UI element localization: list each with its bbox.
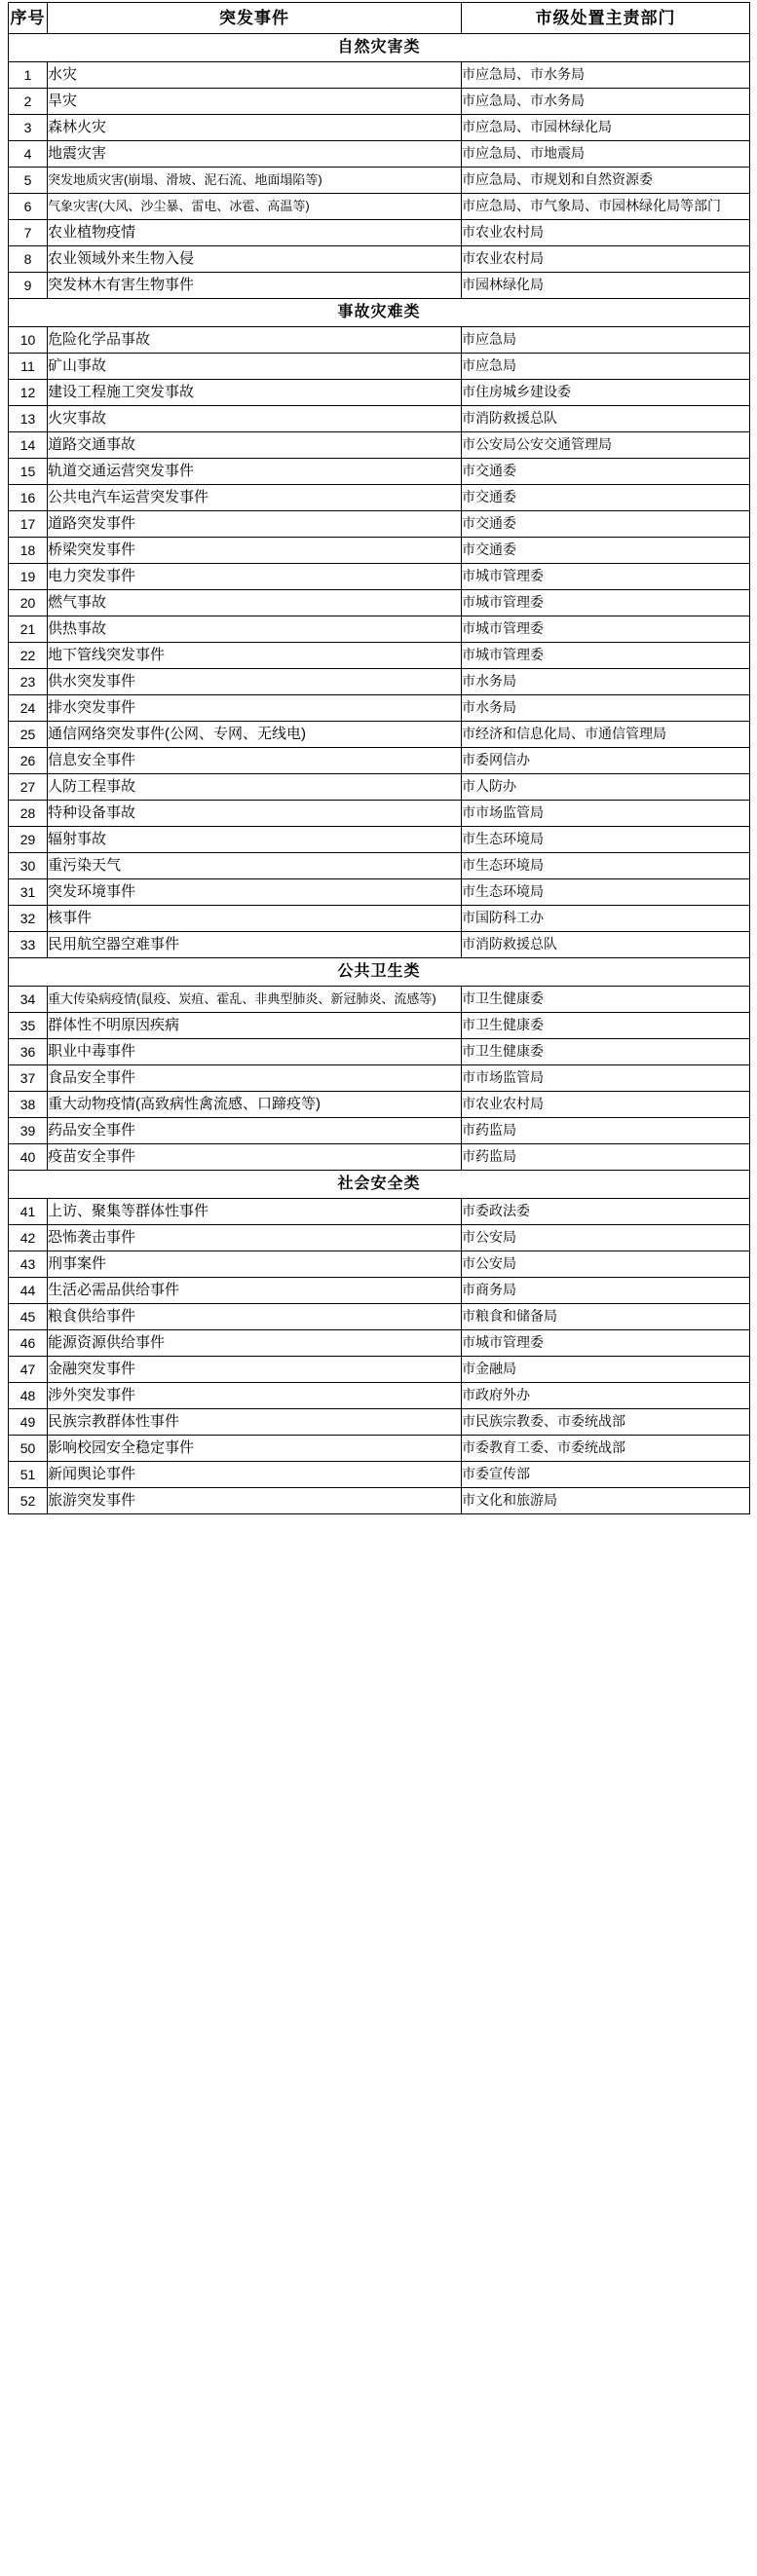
- row-number: 7: [9, 220, 48, 246]
- table-row: [9, 1409, 750, 1436]
- row-number: 50: [9, 1436, 48, 1462]
- table-header-row: [9, 3, 750, 34]
- row-department: 市人防办: [462, 774, 750, 801]
- table-row: [9, 827, 750, 853]
- row-department: 市消防救援总队: [462, 932, 750, 958]
- row-number: 9: [9, 273, 48, 299]
- table-row: [9, 987, 750, 1013]
- section-header-row: [9, 34, 750, 62]
- row-event: 民用航空器空难事件: [48, 932, 462, 958]
- row-department: 市国防科工办: [462, 906, 750, 932]
- row-department: 市药监局: [462, 1144, 750, 1171]
- table-row: [9, 801, 750, 827]
- row-event: 特种设备事故: [48, 801, 462, 827]
- row-event: 轨道交通运营突发事件: [48, 459, 462, 485]
- table-row: [9, 62, 750, 89]
- row-number: 1: [9, 62, 48, 89]
- table-row: [9, 1144, 750, 1171]
- table-row: [9, 748, 750, 774]
- row-department: 市粮食和储备局: [462, 1304, 750, 1330]
- row-department: 市交通委: [462, 485, 750, 511]
- row-number: 39: [9, 1118, 48, 1144]
- row-number: 30: [9, 853, 48, 879]
- column-header: 突发事件: [48, 3, 462, 34]
- row-number: 24: [9, 695, 48, 722]
- row-department: 市水务局: [462, 695, 750, 722]
- row-number: 42: [9, 1225, 48, 1251]
- row-event: 旅游突发事件: [48, 1488, 462, 1514]
- table-row: [9, 853, 750, 879]
- row-event: 上访、聚集等群体性事件: [48, 1199, 462, 1225]
- row-department: 市消防救援总队: [462, 406, 750, 432]
- row-number: 8: [9, 246, 48, 273]
- row-department: 市委政法委: [462, 1199, 750, 1225]
- row-event: 重大传染病疫情(鼠疫、炭疽、霍乱、非典型肺炎、新冠肺炎、流感等): [48, 987, 462, 1013]
- row-department: 市城市管理委: [462, 616, 750, 643]
- section-header-row: [9, 958, 750, 987]
- row-number: 21: [9, 616, 48, 643]
- row-department: 市园林绿化局: [462, 273, 750, 299]
- row-department: 市农业农村局: [462, 246, 750, 273]
- row-department: 市公安局: [462, 1225, 750, 1251]
- row-number: 16: [9, 485, 48, 511]
- table-row: [9, 1039, 750, 1065]
- row-number: 18: [9, 538, 48, 564]
- row-number: 44: [9, 1278, 48, 1304]
- row-number: 51: [9, 1462, 48, 1488]
- row-event: 桥梁突发事件: [48, 538, 462, 564]
- row-department: 市应急局、市水务局: [462, 62, 750, 89]
- table-row: [9, 774, 750, 801]
- row-number: 25: [9, 722, 48, 748]
- table-row: [9, 246, 750, 273]
- row-number: 5: [9, 168, 48, 194]
- table-row: [9, 1278, 750, 1304]
- row-department: 市委教育工委、市委统战部: [462, 1436, 750, 1462]
- row-number: 47: [9, 1357, 48, 1383]
- row-event: 重污染天气: [48, 853, 462, 879]
- row-department: 市交通委: [462, 511, 750, 538]
- row-event: 涉外突发事件: [48, 1383, 462, 1409]
- table-row: [9, 141, 750, 168]
- emergency-events-table: [8, 2, 750, 1514]
- row-event: 电力突发事件: [48, 564, 462, 590]
- row-department: 市市场监管局: [462, 1065, 750, 1092]
- row-event: 能源资源供给事件: [48, 1330, 462, 1357]
- row-event: 重大动物疫情(高致病性禽流感、口蹄疫等): [48, 1092, 462, 1118]
- table-row: [9, 511, 750, 538]
- table-row: [9, 1199, 750, 1225]
- row-event: 核事件: [48, 906, 462, 932]
- row-event: 火灾事故: [48, 406, 462, 432]
- row-number: 33: [9, 932, 48, 958]
- table-row: [9, 1488, 750, 1514]
- table-row: [9, 380, 750, 406]
- row-event: 气象灾害(大风、沙尘暴、雷电、冰雹、高温等): [48, 194, 462, 220]
- row-event: 职业中毒事件: [48, 1039, 462, 1065]
- row-department: 市卫生健康委: [462, 987, 750, 1013]
- table-row: [9, 1118, 750, 1144]
- row-department: 市药监局: [462, 1118, 750, 1144]
- row-event: 突发林木有害生物事件: [48, 273, 462, 299]
- section-header-row: [9, 1171, 750, 1199]
- row-number: 36: [9, 1039, 48, 1065]
- row-number: 14: [9, 432, 48, 459]
- table-row: [9, 538, 750, 564]
- row-department: 市应急局、市气象局、市园林绿化局等部门: [462, 194, 750, 220]
- row-event: 地下管线突发事件: [48, 643, 462, 669]
- row-department: 市交通委: [462, 459, 750, 485]
- table-row: [9, 1092, 750, 1118]
- row-number: 43: [9, 1251, 48, 1278]
- row-number: 38: [9, 1092, 48, 1118]
- row-number: 35: [9, 1013, 48, 1039]
- row-event: 食品安全事件: [48, 1065, 462, 1092]
- row-number: 23: [9, 669, 48, 695]
- row-event: 燃气事故: [48, 590, 462, 616]
- section-title: 自然灾害类: [9, 34, 750, 62]
- table-row: [9, 616, 750, 643]
- table-row: [9, 220, 750, 246]
- table-row: [9, 1330, 750, 1357]
- row-number: 17: [9, 511, 48, 538]
- row-event: 金融突发事件: [48, 1357, 462, 1383]
- row-number: 4: [9, 141, 48, 168]
- table-row: [9, 194, 750, 220]
- row-department: 市交通委: [462, 538, 750, 564]
- row-number: 26: [9, 748, 48, 774]
- row-department: 市应急局: [462, 354, 750, 380]
- row-department: 市商务局: [462, 1278, 750, 1304]
- row-number: 3: [9, 115, 48, 141]
- row-event: 信息安全事件: [48, 748, 462, 774]
- row-event: 公共电汽车运营突发事件: [48, 485, 462, 511]
- row-department: 市生态环境局: [462, 853, 750, 879]
- row-event: 排水突发事件: [48, 695, 462, 722]
- row-number: 37: [9, 1065, 48, 1092]
- row-department: 市水务局: [462, 669, 750, 695]
- table-row: [9, 906, 750, 932]
- row-department: 市农业农村局: [462, 220, 750, 246]
- row-event: 矿山事故: [48, 354, 462, 380]
- row-department: 市卫生健康委: [462, 1039, 750, 1065]
- table-row: [9, 273, 750, 299]
- table-row: [9, 695, 750, 722]
- row-number: 19: [9, 564, 48, 590]
- row-event: 疫苗安全事件: [48, 1144, 462, 1171]
- row-event: 道路突发事件: [48, 511, 462, 538]
- row-number: 40: [9, 1144, 48, 1171]
- section-title: 公共卫生类: [9, 958, 750, 987]
- row-event: 供水突发事件: [48, 669, 462, 695]
- row-number: 48: [9, 1383, 48, 1409]
- column-header: 市级处置主责部门: [462, 3, 750, 34]
- row-number: 2: [9, 89, 48, 115]
- table-row: [9, 168, 750, 194]
- row-number: 13: [9, 406, 48, 432]
- row-department: 市公安局公安交通管理局: [462, 432, 750, 459]
- row-event: 人防工程事故: [48, 774, 462, 801]
- table-row: [9, 115, 750, 141]
- table-row: [9, 1225, 750, 1251]
- table-row: [9, 89, 750, 115]
- row-department: 市应急局、市园林绿化局: [462, 115, 750, 141]
- table-row: [9, 1436, 750, 1462]
- row-department: 市文化和旅游局: [462, 1488, 750, 1514]
- row-department: 市政府外办: [462, 1383, 750, 1409]
- row-department: 市民族宗教委、市委统战部: [462, 1409, 750, 1436]
- row-number: 10: [9, 327, 48, 354]
- table-row: [9, 643, 750, 669]
- row-event: 生活必需品供给事件: [48, 1278, 462, 1304]
- row-event: 建设工程施工突发事故: [48, 380, 462, 406]
- row-department: 市生态环境局: [462, 879, 750, 906]
- row-event: 水灾: [48, 62, 462, 89]
- row-number: 20: [9, 590, 48, 616]
- row-number: 28: [9, 801, 48, 827]
- row-department: 市应急局、市规划和自然资源委: [462, 168, 750, 194]
- row-event: 森林火灾: [48, 115, 462, 141]
- table-row: [9, 1383, 750, 1409]
- table-row: [9, 590, 750, 616]
- table-row: [9, 432, 750, 459]
- row-number: 11: [9, 354, 48, 380]
- row-department: 市金融局: [462, 1357, 750, 1383]
- row-event: 突发地质灾害(崩塌、滑坡、泥石流、地面塌陷等): [48, 168, 462, 194]
- table-row: [9, 459, 750, 485]
- row-department: 市经济和信息化局、市通信管理局: [462, 722, 750, 748]
- row-event: 危险化学品事故: [48, 327, 462, 354]
- row-number: 6: [9, 194, 48, 220]
- row-event: 农业植物疫情: [48, 220, 462, 246]
- row-event: 道路交通事故: [48, 432, 462, 459]
- table-row: [9, 669, 750, 695]
- table-row: [9, 1462, 750, 1488]
- row-event: 农业领域外来生物入侵: [48, 246, 462, 273]
- row-event: 恐怖袭击事件: [48, 1225, 462, 1251]
- row-event: 刑事案件: [48, 1251, 462, 1278]
- row-department: 市住房城乡建设委: [462, 380, 750, 406]
- row-number: 41: [9, 1199, 48, 1225]
- row-number: 49: [9, 1409, 48, 1436]
- table-row: [9, 1304, 750, 1330]
- row-number: 34: [9, 987, 48, 1013]
- row-event: 突发环境事件: [48, 879, 462, 906]
- table-row: [9, 1357, 750, 1383]
- table-row: [9, 406, 750, 432]
- row-number: 46: [9, 1330, 48, 1357]
- row-event: 药品安全事件: [48, 1118, 462, 1144]
- row-department: 市应急局: [462, 327, 750, 354]
- row-department: 市城市管理委: [462, 590, 750, 616]
- row-department: 市委宣传部: [462, 1462, 750, 1488]
- row-department: 市市场监管局: [462, 801, 750, 827]
- column-header: 序号: [9, 3, 48, 34]
- row-department: 市城市管理委: [462, 1330, 750, 1357]
- table-row: [9, 1065, 750, 1092]
- table-row: [9, 932, 750, 958]
- section-header-row: [9, 299, 750, 327]
- section-title: 事故灾难类: [9, 299, 750, 327]
- row-number: 29: [9, 827, 48, 853]
- row-department: 市公安局: [462, 1251, 750, 1278]
- section-title: 社会安全类: [9, 1171, 750, 1199]
- row-event: 群体性不明原因疾病: [48, 1013, 462, 1039]
- row-department: 市应急局、市水务局: [462, 89, 750, 115]
- row-event: 粮食供给事件: [48, 1304, 462, 1330]
- row-event: 辐射事故: [48, 827, 462, 853]
- row-department: 市生态环境局: [462, 827, 750, 853]
- table-row: [9, 722, 750, 748]
- row-number: 45: [9, 1304, 48, 1330]
- row-number: 12: [9, 380, 48, 406]
- table-row: [9, 354, 750, 380]
- table-row: [9, 1251, 750, 1278]
- row-number: 32: [9, 906, 48, 932]
- row-event: 供热事故: [48, 616, 462, 643]
- row-number: 22: [9, 643, 48, 669]
- row-event: 民族宗教群体性事件: [48, 1409, 462, 1436]
- row-number: 27: [9, 774, 48, 801]
- row-number: 31: [9, 879, 48, 906]
- row-event: 地震灾害: [48, 141, 462, 168]
- row-event: 旱灾: [48, 89, 462, 115]
- row-number: 52: [9, 1488, 48, 1514]
- row-event: 通信网络突发事件(公网、专网、无线电): [48, 722, 462, 748]
- row-event: 新闻舆论事件: [48, 1462, 462, 1488]
- row-department: 市农业农村局: [462, 1092, 750, 1118]
- row-department: 市委网信办: [462, 748, 750, 774]
- table-row: [9, 879, 750, 906]
- row-department: 市应急局、市地震局: [462, 141, 750, 168]
- table-row: [9, 327, 750, 354]
- table-row: [9, 564, 750, 590]
- row-department: 市卫生健康委: [462, 1013, 750, 1039]
- row-department: 市城市管理委: [462, 643, 750, 669]
- table-row: [9, 1013, 750, 1039]
- row-number: 15: [9, 459, 48, 485]
- row-event: 影响校园安全稳定事件: [48, 1436, 462, 1462]
- row-department: 市城市管理委: [462, 564, 750, 590]
- table-row: [9, 485, 750, 511]
